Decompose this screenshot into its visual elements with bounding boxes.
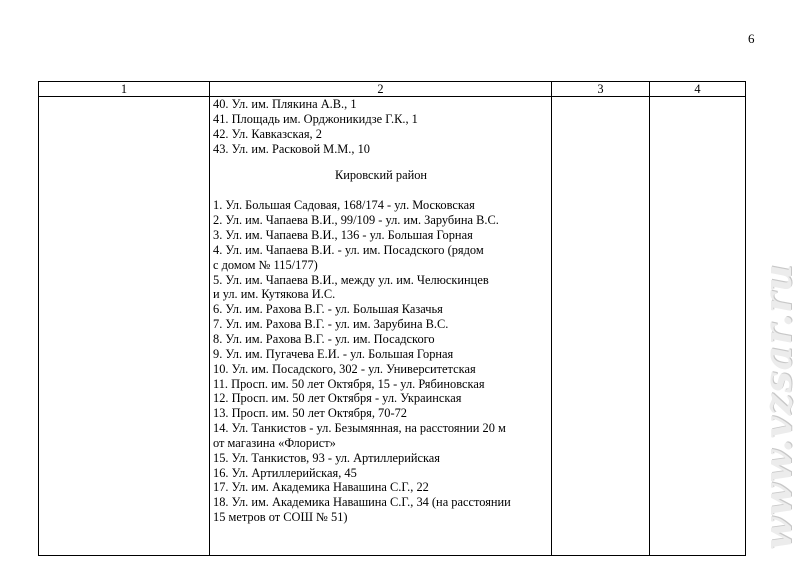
address-line: 14. Ул. Танкистов - ул. Безымянная, на расстоянии 20 м bbox=[213, 421, 506, 436]
address-line: 16. Ул. Артиллерийская, 45 bbox=[213, 465, 357, 480]
address-line: 15. Ул. Танкистов, 93 - ул. Артиллерийская bbox=[213, 450, 440, 465]
address-line: 4. Ул. им. Чапаева В.И. - ул. им. Посадского (рядом bbox=[213, 242, 484, 257]
address-line: 5. Ул. им. Чапаева В.И., между ул. им. Челюскинцев bbox=[213, 272, 489, 287]
address-line: 11. Просп. им. 50 лет Октября, 15 - ул. Рябиновская bbox=[213, 376, 485, 391]
address-line: и ул. им. Кутякова И.С. bbox=[213, 287, 336, 302]
address-line: 15 метров от СОШ № 51) bbox=[213, 510, 348, 525]
column-header-3: 3 bbox=[552, 82, 650, 97]
column-4-cell bbox=[650, 97, 746, 556]
address-line: 2. Ул. им. Чапаева В.И., 99/109 - ул. им. Зарубина В.С. bbox=[213, 213, 499, 228]
address-line: 10. Ул. им. Посадского, 302 - ул. Университетская bbox=[213, 361, 476, 376]
table-body-row bbox=[39, 97, 746, 556]
address-line: 41. Площадь им. Орджоникидзе Г.К., 1 bbox=[213, 111, 418, 126]
address-line: 12. Просп. им. 50 лет Октября - ул. Украинская bbox=[213, 391, 462, 406]
watermark-text: www.vzsar.ru bbox=[755, 263, 800, 550]
table-header-row bbox=[39, 82, 746, 97]
column-3-cell bbox=[552, 97, 650, 556]
column-header-2: 2 bbox=[210, 82, 552, 97]
address-line: 42. Ул. Кавказская, 2 bbox=[213, 126, 322, 141]
address-line: 9. Ул. им. Пугачева Е.И. - ул. Большая Горная bbox=[213, 346, 454, 361]
address-line: 43. Ул. им. Расковой М.М., 10 bbox=[213, 141, 370, 156]
address-line: 40. Ул. им. Плякина А.В., 1 bbox=[213, 97, 357, 111]
address-line: 7. Ул. им. Рахова В.Г. - ул. им. Зарубина В.С. bbox=[213, 317, 449, 332]
address-line: с домом № 115/177) bbox=[213, 257, 318, 272]
address-line: 18. Ул. им. Академика Навашина С.Г., 34 (на расстоянии bbox=[213, 495, 511, 510]
district-heading: Кировский район bbox=[334, 168, 428, 183]
address-line: 6. Ул. им. Рахова В.Г. - ул. Большая Казачья bbox=[213, 302, 443, 317]
address-line: 17. Ул. им. Академика Навашина С.Г., 22 bbox=[213, 480, 429, 495]
page-number: 6 bbox=[748, 31, 755, 46]
column-1-cell bbox=[39, 97, 210, 556]
address-line: 3. Ул. им. Чапаева В.И., 136 - ул. Большая Горная bbox=[213, 228, 473, 243]
column-header-1: 1 bbox=[39, 82, 210, 97]
column-header-4: 4 bbox=[650, 82, 746, 97]
address-line: от магазина «Флорист» bbox=[213, 435, 336, 450]
address-line: 8. Ул. им. Рахова В.Г. - ул. им. Посадского bbox=[213, 331, 435, 346]
address-line: 13. Просп. им. 50 лет Октября, 70-72 bbox=[213, 406, 407, 421]
watermark bbox=[747, 205, 800, 555]
address-list-before bbox=[213, 97, 549, 156]
address-list-cell bbox=[210, 97, 552, 556]
address-line: 1. Ул. Большая Садовая, 168/174 - ул. Московская bbox=[213, 198, 475, 213]
address-list-after bbox=[213, 198, 549, 525]
address-table bbox=[38, 81, 746, 556]
